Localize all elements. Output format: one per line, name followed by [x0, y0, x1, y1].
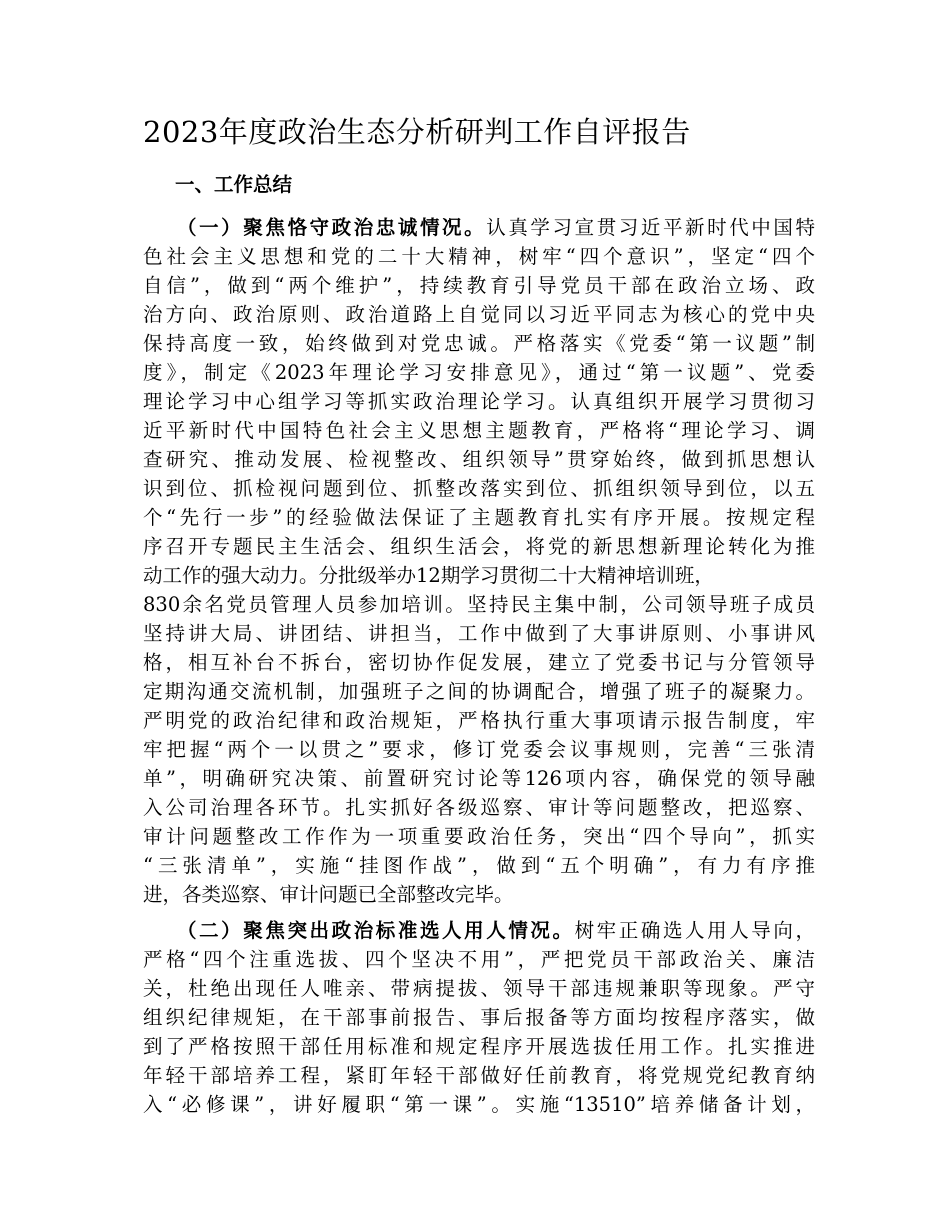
paragraph-lead-heading: （二）聚焦突出政治标准选人用人情况。 — [177, 919, 575, 942]
paragraph-line: 序召开专题民主生活会、组织生活会，将党的新思想新理论转化为推 — [143, 535, 815, 558]
paragraph-line: 进，各类巡察、审计问题已全部整改完毕。 — [143, 883, 514, 906]
paragraph-line: 保持高度一致，始终做到对党忠诚。严格落实《党委“第一议题”制 — [143, 332, 815, 355]
paragraph-line: 坚持讲大局、讲团结、讲担当，工作中做到了大事讲原则、小事讲风 — [143, 622, 815, 645]
paragraph-line: 动工作的强大动力。分批级举办12期学习贯彻二十大精神培训班， — [143, 564, 714, 587]
paragraph-line: 格，相互补台不拆台，密切协作促发展，建立了党委书记与分管领导 — [143, 651, 815, 674]
paragraph-line: 组织纪律规矩，在干部事前报告、事后报备等方面均按程序落实，做 — [143, 1006, 815, 1029]
paragraph-line: 色社会主义思想和党的二十大精神，树牢“四个意识”，坚定“四个 — [143, 245, 815, 268]
paragraph-line: 到了严格按照干部任用标准和规定程序开展选拔任用工作。扎实推进 — [143, 1035, 815, 1058]
paragraph-selection-and-appointment — [143, 916, 815, 1119]
paragraph-line: 入“必修课”，讲好履职“第一课”。实施“13510”培养储备计划， — [143, 1093, 815, 1116]
paragraph-line: 度》，制定《2023年理论学习安排意见》，通过“第一议题”、党委 — [143, 361, 815, 384]
paragraph-line: 入公司治理各环节。扎实抓好各级巡察、审计等问题整改，把巡察、 — [143, 796, 815, 819]
paragraph-lead-heading: （一）聚焦恪守政治忠诚情况。 — [177, 216, 487, 239]
paragraph-political-loyalty — [143, 213, 815, 909]
paragraph-line: 理论学习中心组学习等抓实政治理论学习。认真组织开展学习贯彻习 — [143, 390, 815, 413]
paragraph-line: “三张清单”，实施“挂图作战”，做到“五个明确”，有力有序推 — [143, 854, 815, 877]
paragraph-line: 自信”，做到“两个维护”，持续教育引导党员干部在政治立场、政 — [143, 274, 815, 297]
paragraph-text: 认真学习宣贯习近平新时代中国特 — [486, 216, 815, 239]
paragraph-line: 严格“四个注重选拔、四个坚决不用”，严把党员干部政治关、廉洁 — [143, 948, 815, 971]
paragraph-text: 树牢正确选人用人导向， — [574, 919, 815, 942]
paragraph-line: 审计问题整改工作作为一项重要政治任务，突出“四个导向”，抓实 — [143, 825, 815, 848]
paragraph-line — [143, 916, 815, 945]
document-title: 2023年度政治生态分析研判工作自评报告 — [143, 115, 691, 149]
paragraph-line: 定期沟通交流机制，加强班子之间的协调配合，增强了班子的凝聚力。 — [143, 680, 815, 703]
paragraph-line: 近平新时代中国特色社会主义思想主题教育，严格将“理论学习、调 — [143, 419, 815, 442]
paragraph-line — [143, 213, 815, 242]
paragraph-line: 830余名党员管理人员参加培训。坚持民主集中制，公司领导班子成员 — [143, 593, 815, 616]
paragraph-line: 治方向、政治原则、政治道路上自觉同以习近平同志为核心的党中央 — [143, 303, 815, 326]
paragraph-line: 严明党的政治纪律和政治规矩，严格执行重大事项请示报告制度，牢 — [143, 709, 815, 732]
paragraph-line: 单”，明确研究决策、前置研究讨论等126项内容，确保党的领导融 — [143, 767, 815, 790]
paragraph-line: 关，杜绝出现任人唯亲、带病提拔、领导干部违规兼职等现象。严守 — [143, 977, 815, 1000]
paragraph-line: 个“先行一步”的经验做法保证了主题教育扎实有序开展。按规定程 — [143, 506, 815, 529]
paragraph-line: 查研究、推动发展、检视整改、组织领导”贯穿始终，做到抓思想认 — [143, 448, 815, 471]
paragraph-line: 年轻干部培养工程，紧盯年轻干部做好任前教育，将党规党纪教育纳 — [143, 1064, 815, 1087]
paragraph-line: 牢把握“两个一以贯之”要求，修订党委会议事规则，完善“三张清 — [143, 738, 815, 761]
section-heading-work-summary: 一、工作总结 — [175, 173, 293, 196]
paragraph-line: 识到位、抓检视问题到位、抓整改落实到位、抓组织领导到位，以五 — [143, 477, 815, 500]
